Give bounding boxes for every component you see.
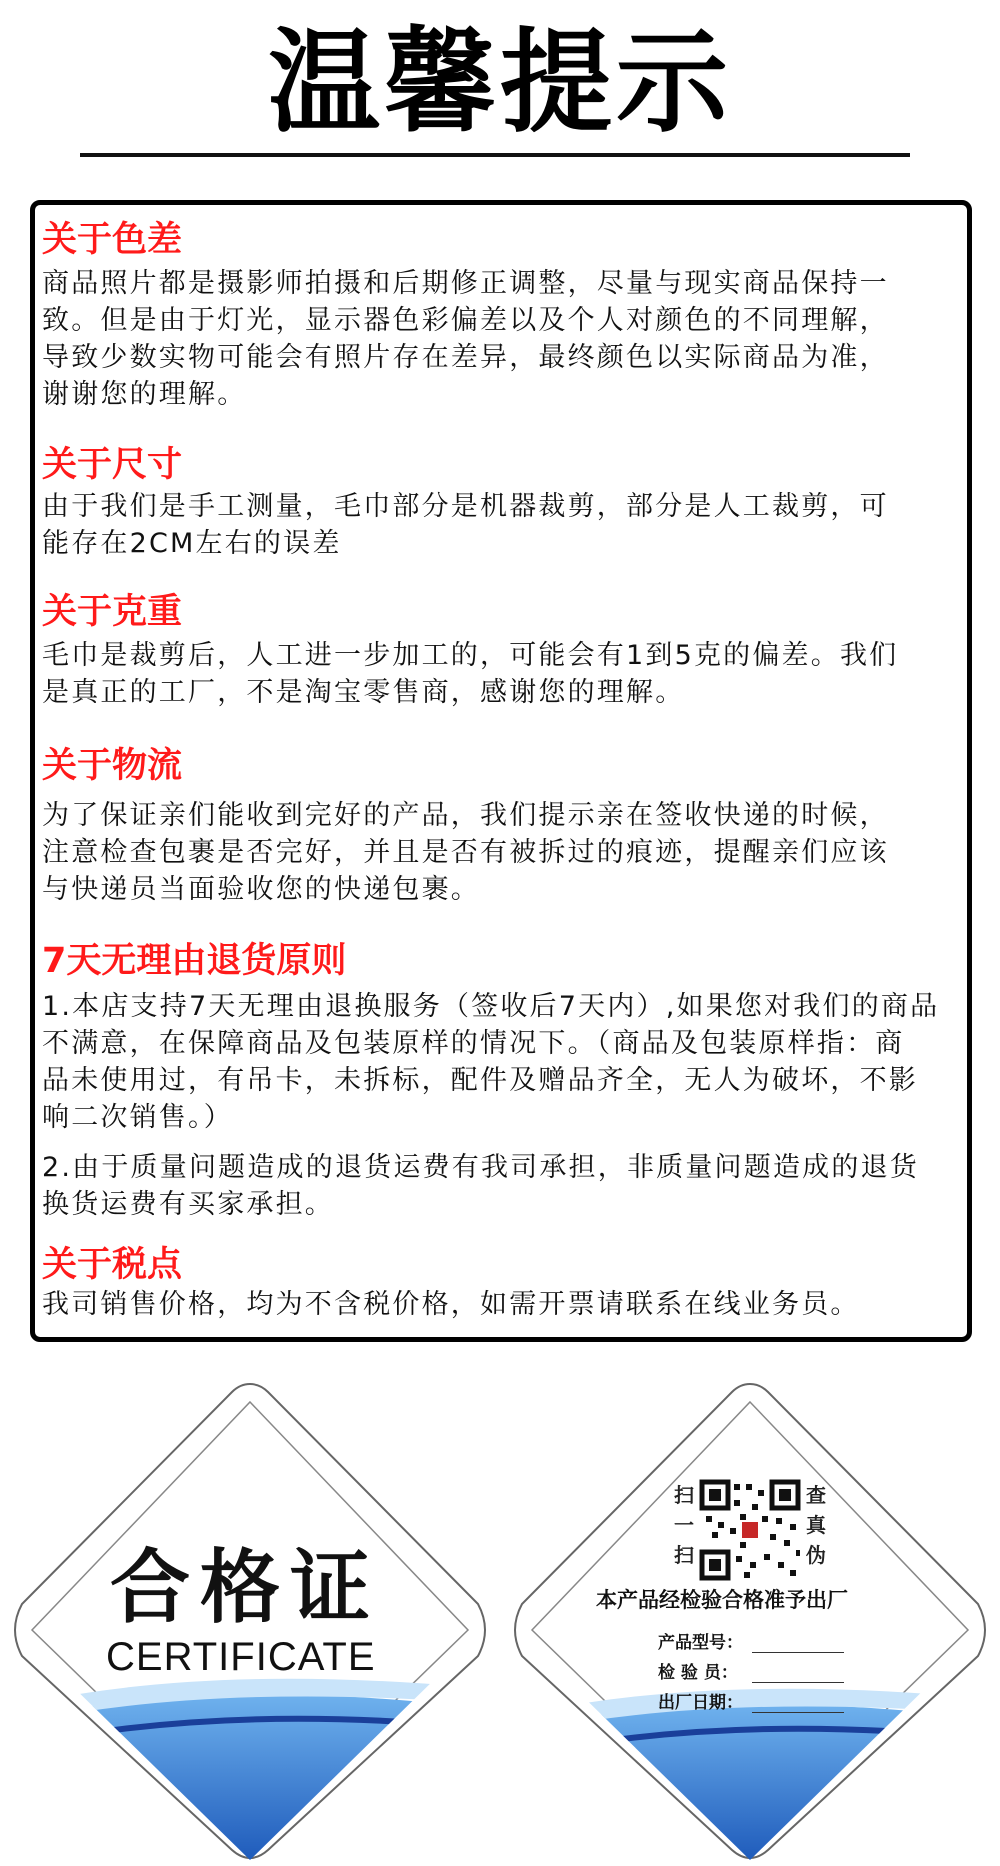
field-blank-line <box>752 1682 844 1683</box>
section-heading-return: 7天无理由退货原则 <box>42 941 347 981</box>
certificate-images <box>0 1370 1000 1866</box>
scan-text-char: 扫 <box>674 1543 694 1567</box>
certificate-subtitle: CERTIFICATE <box>106 1635 376 1679</box>
body-line: 导致少数实物可能会有照片存在差异，最终颜色以实际商品为准， <box>42 342 889 373</box>
body-line: 能存在2CM左右的误差 <box>42 528 342 559</box>
body-line: 不满意，在保障商品及包装原样的情况下。（商品及包装原样指：商 <box>42 1028 905 1059</box>
section-heading-weight: 关于克重 <box>42 592 183 632</box>
scan-text-char: 一 <box>674 1513 694 1537</box>
inspection-passed-text: 本产品经检验合格准予出厂 <box>596 1588 848 1612</box>
section-body-logistics <box>42 797 972 908</box>
field-label-inspector: 检 验 员： <box>658 1663 738 1683</box>
body-line: 致。但是由于灯光，显示器色彩偏差以及个人对颜色的不同理解， <box>42 305 889 336</box>
body-line: 品未使用过，有吊卡，未拆标，配件及赠品齐全，无人为破坏，不影 <box>42 1065 918 1096</box>
body-line: 由于我们是手工测量，毛巾部分是机器裁剪，部分是人工裁剪，可 <box>42 491 889 522</box>
verify-text-char: 伪 <box>806 1543 826 1567</box>
qr-code-icon <box>700 1480 800 1580</box>
verify-text-char: 真 <box>806 1513 826 1537</box>
body-line: 毛巾是裁剪后，人工进一步加工的，可能会有1到5克的偏差。我们 <box>42 640 899 671</box>
field-label-model: 产品型号： <box>658 1633 743 1653</box>
section-body-tax <box>42 1286 972 1323</box>
section-heading-tax: 关于税点 <box>42 1245 183 1285</box>
body-line: 谢谢您的理解。 <box>42 379 247 410</box>
body-line: 1.本店支持7天无理由退换服务（签收后7天内）,如果您对我们的商品 <box>42 991 940 1022</box>
body-line: 注意检查包裹是否完好，并且是否有被拆过的痕迹，提醒亲们应该 <box>42 837 889 868</box>
verify-text-char: 查 <box>806 1483 826 1507</box>
body-line: 与快递员当面验收您的快递包裹。 <box>42 874 480 905</box>
section-body-return <box>42 988 972 1136</box>
title-divider <box>80 153 910 157</box>
body-line: 2.由于质量问题造成的退货运费有我司承担，非质量问题造成的退货 <box>42 1152 919 1183</box>
scan-text-char: 扫 <box>674 1483 694 1507</box>
section-body-size <box>42 488 972 562</box>
body-line: 我司销售价格，均为不含税价格，如需开票请联系在线业务员。 <box>42 1289 860 1320</box>
body-line: 是真正的工厂，不是淘宝零售商，感谢您的理解。 <box>42 677 685 708</box>
section-body-color <box>42 265 972 413</box>
body-line: 商品照片都是摄影师拍摄和后期修正调整，尽量与现实商品保持一 <box>42 268 889 299</box>
section-heading-logistics: 关于物流 <box>42 746 183 786</box>
certificate-title: 合格证 <box>110 1540 380 1634</box>
section-body-weight <box>42 637 972 711</box>
body-line: 响二次销售。） <box>42 1102 233 1133</box>
section-heading-color: 关于色差 <box>42 220 183 260</box>
section-body-return-2 <box>42 1149 972 1223</box>
body-line: 为了保证亲们能收到完好的产品，我们提示亲在签收快递的时候， <box>42 800 889 831</box>
page-title: 温馨提示 <box>268 18 732 148</box>
section-heading-size: 关于尺寸 <box>42 445 183 485</box>
field-blank-line <box>752 1712 844 1713</box>
field-label-date: 出厂日期： <box>658 1693 743 1713</box>
body-line: 换货运费有买家承担。 <box>42 1189 334 1220</box>
field-blank-line <box>752 1652 844 1653</box>
